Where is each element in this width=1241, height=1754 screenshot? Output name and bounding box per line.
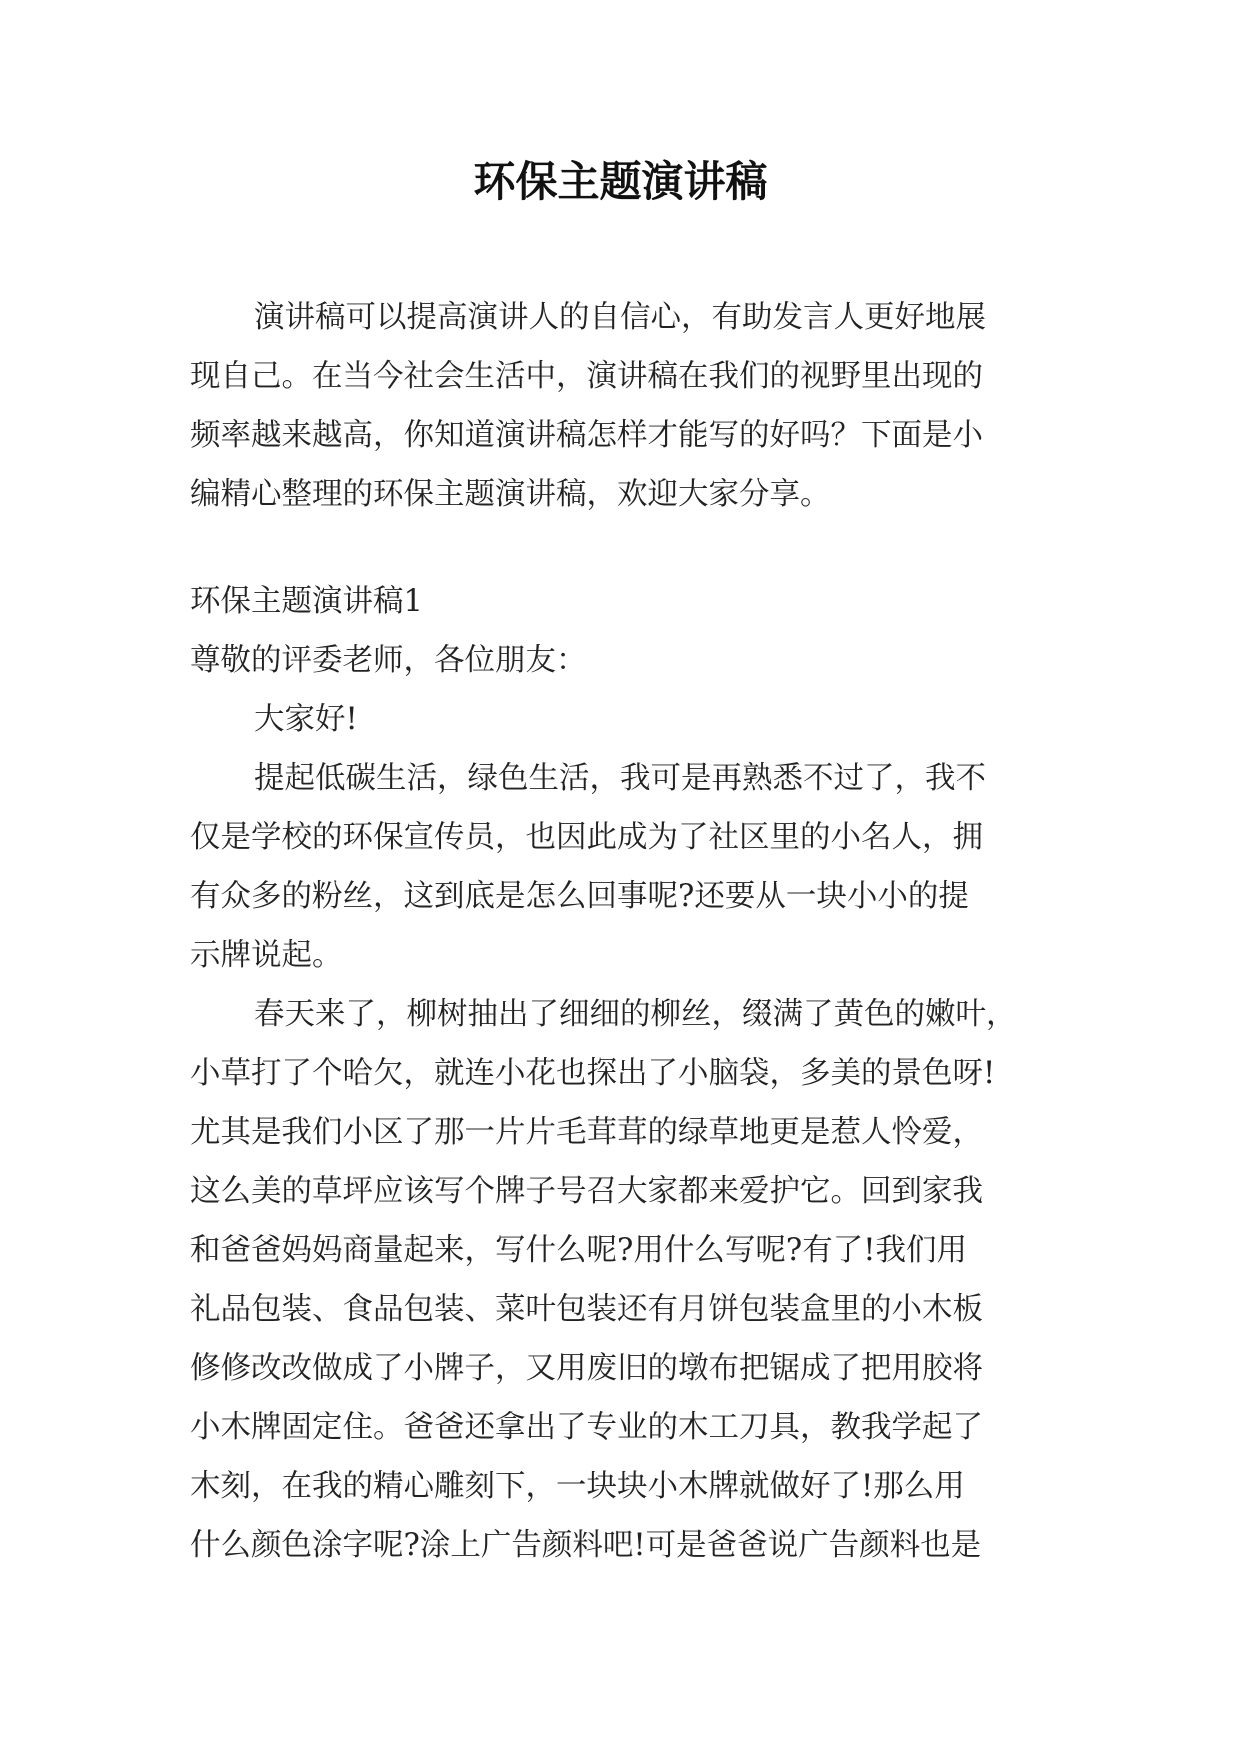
paragraph-line: 有众多的粉丝，这到底是怎么回事呢?还要从一块小小的提 (190, 879, 969, 914)
paragraph-gap (190, 524, 1060, 572)
paragraph-line: 示牌说起。 (190, 938, 343, 973)
section-heading: 环保主题演讲稿1 (190, 584, 423, 619)
paragraph-line: 提起低碳生活，绿色生活，我可是再熟悉不过了，我不 (254, 761, 986, 796)
body-paragraph-2 (190, 985, 1060, 1575)
greeting: 大家好! (254, 702, 358, 737)
paragraph-line: 尤其是我们小区了那一片片毛茸茸的绿草地更是惹人怜爱， (190, 1115, 983, 1150)
paragraph-line: 木刻，在我的精心雕刻下，一块块小木牌就做好了!那么用 (190, 1469, 965, 1504)
intro-line: 现自己。在当今社会生活中，演讲稿在我们的视野里出现的 (190, 359, 983, 394)
paragraph-line: 小木牌固定住。爸爸还拿出了专业的木工刀具，教我学起了 (190, 1410, 983, 1445)
body-paragraph-1 (190, 749, 1060, 985)
intro-line: 演讲稿可以提高演讲人的自信心，有助发言人更好地展 (254, 300, 986, 335)
paragraph-line: 小草打了个哈欠，就连小花也探出了小脑袋，多美的景色呀! (190, 1056, 996, 1091)
intro-line: 编精心整理的环保主题演讲稿，欢迎大家分享。 (190, 477, 831, 512)
paragraph-line: 仅是学校的环保宣传员，也因此成为了社区里的小名人，拥 (190, 820, 983, 855)
paragraph-line: 修修改改做成了小牌子，又用废旧的墩布把锯成了把用胶将 (190, 1351, 983, 1386)
paragraph-line: 这么美的草坪应该写个牌子号召大家都来爱护它。回到家我 (190, 1174, 983, 1209)
intro-line: 频率越来越高，你知道演讲稿怎样才能写的好吗？下面是小 (190, 418, 983, 453)
intro-paragraph (190, 288, 1060, 524)
document-title: 环保主题演讲稿 (473, 157, 768, 206)
paragraph-line: 什么颜色涂字呢?涂上广告颜料吧!可是爸爸说广告颜料也是 (190, 1528, 982, 1563)
salutation: 尊敬的评委老师，各位朋友： (190, 643, 587, 678)
paragraph-line: 礼品包装、食品包装、菜叶包装还有月饼包装盒里的小木板 (190, 1292, 983, 1327)
document-body (190, 288, 1060, 1575)
paragraph-line: 和爸爸妈妈商量起来，写什么呢?用什么写呢?有了!我们用 (190, 1233, 967, 1268)
paragraph-line: 春天来了，柳树抽出了细细的柳丝，缀满了黄色的嫩叶， (254, 997, 1017, 1032)
